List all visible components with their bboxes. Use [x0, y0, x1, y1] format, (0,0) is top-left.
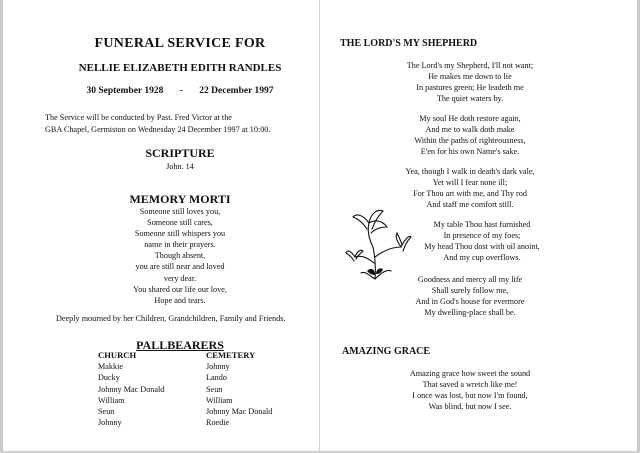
stanza-line: My head Thou dost with oil anoint, — [424, 242, 540, 251]
stanza-line: The Lord's my Shepherd, I'll not want; — [406, 61, 534, 70]
pallbearer-name: William — [206, 395, 233, 405]
poem-line: Someone still whispers you — [134, 229, 226, 239]
stanza-line: Within the paths of righteousness, — [414, 136, 526, 145]
scripture-reference: John. 14 — [166, 162, 194, 171]
service-note-line: The Service will be conducted by Past. Fred Victor at the — [45, 113, 232, 122]
amazing-grace-heading: AMAZING GRACE — [342, 346, 431, 357]
page-title: FUNERAL SERVICE FOR — [94, 36, 266, 51]
stanza-line: And me to walk doth make — [425, 125, 515, 134]
cemetery-column — [206, 350, 272, 428]
stanza-line: And in God's house for evermore — [415, 297, 525, 306]
amazing-grace-verse — [360, 368, 580, 412]
pallbearer-name: Johnny — [206, 362, 230, 372]
memory-heading: MEMORY MORTI — [129, 192, 231, 206]
stanza-line: And staff me comfort still. — [426, 200, 514, 209]
poem-line: You shared our life our love, — [133, 284, 227, 294]
scripture-heading: SCRIPTURE — [145, 146, 215, 160]
mourned-by-note: Deeply mourned by her Children, Grandchildren, Family and Friends. — [56, 314, 286, 323]
poem-line: Though absent, — [154, 251, 206, 261]
cemetery-heading: CEMETERY — [206, 350, 256, 360]
poem-line: you are still near and loved — [135, 262, 225, 272]
life-dates — [30, 86, 330, 96]
psalm-stanza — [360, 166, 580, 210]
lords-shepherd-heading: THE LORD'S MY SHEPHERD — [340, 38, 478, 49]
pallbearer-name: Seun — [98, 407, 115, 417]
pallbearer-name: Lando — [206, 373, 227, 383]
church-column — [98, 350, 164, 428]
memory-poem — [60, 206, 300, 306]
poem-line: Someone still loves you, — [139, 207, 221, 216]
deceased-name: NELLIE ELIZABETH EDITH RANDLES — [78, 62, 282, 74]
poem-line: name in their prayers. — [144, 240, 216, 250]
stanza-line: He makes me down to lie — [428, 72, 512, 81]
stanza-line: And my cup overflows. — [443, 253, 521, 262]
stanza-line: In presence of my foes; — [443, 231, 521, 240]
poem-line: very dear. — [163, 273, 197, 283]
stanza-line: Goodness and mercy all my life — [417, 275, 523, 284]
pallbearer-name: Johnny Mac Donald — [206, 407, 273, 417]
stanza-line: The quiet waters by. — [436, 94, 504, 103]
service-note-line: GBA Chapel, Germiston on Wednesday 24 December 1997 at 10:00. — [45, 125, 271, 134]
date-separator: - — [179, 86, 183, 96]
pallbearer-name: Roedie — [206, 418, 230, 428]
pallbearer-name: Makkie — [98, 362, 124, 372]
poem-line: Hope and tears. — [154, 295, 206, 305]
left-edge-shadow — [0, 0, 3, 453]
pallbearers-heading: PALLBEARERS — [136, 338, 224, 352]
verse-line: That saved a wretch like me! — [422, 380, 518, 389]
stanza-line: E'en for his own Name's sake. — [420, 147, 520, 156]
stanza-line: My table Thou hast furnished — [433, 220, 531, 229]
stanza-line: For Thou art with me, and Thy rod — [413, 189, 527, 198]
stanza-line: In pastures green; He leadeth me — [416, 83, 524, 92]
stanza-line: My dwelling-place shall be. — [424, 308, 516, 317]
verse-line: Amazing grace how sweet the sound — [409, 369, 531, 378]
service-note — [45, 112, 325, 136]
pallbearer-name: Johnny Mac Donald — [98, 384, 165, 394]
stanza-line: Yet will I fear none ill; — [432, 178, 508, 187]
birth-date: 30 September 1928 — [86, 86, 164, 96]
pallbearer-name: William — [98, 395, 125, 405]
poem-line: Someone still cares, — [147, 218, 213, 228]
pallbearer-name: Ducky — [98, 373, 120, 383]
stanza-line: Yea, though I walk in death's dark vale, — [405, 167, 535, 176]
pallbearer-name: Johnny — [98, 418, 122, 428]
psalm-stanza — [360, 113, 580, 157]
stanza-line: My soul He doth restore again, — [419, 114, 521, 123]
verse-line: I once was lost, but now I'm found, — [412, 391, 528, 400]
lily-flower-icon — [345, 207, 413, 281]
pallbearer-name: Seun — [206, 384, 223, 394]
church-heading: CHURCH — [98, 350, 137, 360]
death-date: 22 December 1997 — [199, 86, 274, 96]
verse-line: Was blind, but now I see. — [428, 402, 512, 411]
stanza-line: Shall surely follow me, — [431, 286, 509, 295]
psalm-stanza — [360, 60, 580, 104]
